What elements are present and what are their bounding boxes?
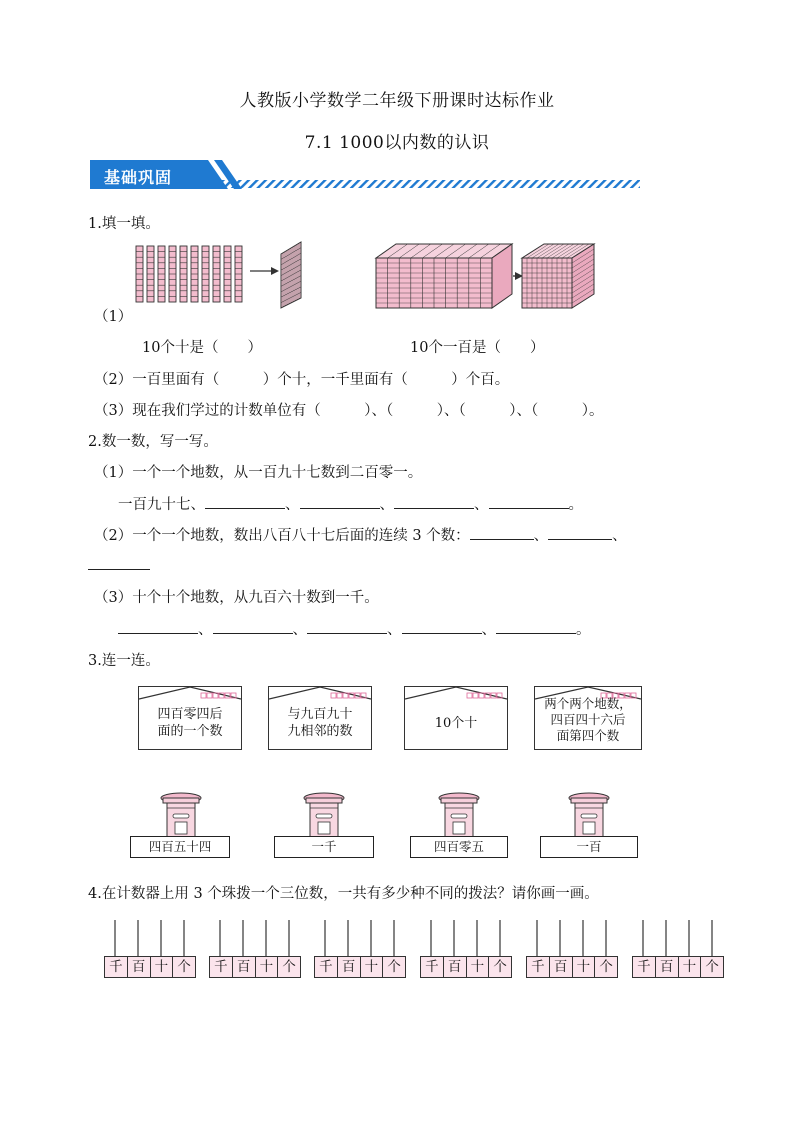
place-hundreds: 百 [550, 957, 573, 977]
envelope-text: 两个两个地数， 四百四十六后 面第四个数 [544, 696, 632, 743]
mailbox-label: 一百 [540, 836, 638, 858]
place-tens: 十 [573, 957, 596, 977]
place-hundreds: 百 [233, 957, 256, 977]
abacus-rods [209, 920, 301, 956]
ten-rods-to-flat-illustration [133, 240, 313, 310]
period: 。 [576, 622, 591, 638]
separator: 、 [387, 622, 402, 638]
answer-blank[interactable] [489, 494, 569, 509]
answer-blank[interactable] [205, 494, 285, 509]
q1-part3: （3）现在我们学过的计数单位有（ ）、（ ）、（ ）、（ ）。 [94, 403, 604, 419]
mailbox-label: 四百零五 [410, 836, 508, 858]
q2-part2-row2 [88, 555, 150, 574]
abacus[interactable] [526, 920, 618, 980]
envelope[interactable] [404, 686, 508, 750]
mailbox-icon [436, 792, 482, 838]
abacus-rods [420, 920, 512, 956]
place-tens: 十 [361, 957, 384, 977]
answer-blank[interactable] [118, 619, 198, 634]
abacus[interactable] [209, 920, 301, 980]
answer-blank[interactable] [470, 525, 534, 540]
mailbox-icon [566, 792, 612, 838]
mailbox[interactable] [130, 792, 230, 862]
mailbox[interactable] [540, 792, 638, 862]
q2-part1-start: 一百九十七、 [118, 497, 205, 513]
place-hundreds: 百 [338, 957, 361, 977]
separator: 、 [285, 497, 300, 513]
q3-heading: 3.连一连。 [88, 653, 160, 669]
abacus[interactable] [632, 920, 724, 980]
mailbox-icon [301, 792, 347, 838]
abacus-rods [526, 920, 618, 956]
abacus-place-labels [526, 956, 618, 978]
place-thousands: 千 [633, 957, 656, 977]
abacus-place-labels [420, 956, 512, 978]
place-ones: 个 [493, 959, 507, 975]
place-thousands: 千 [105, 957, 128, 977]
separator: 、 [612, 528, 627, 544]
separator: 、 [533, 528, 549, 544]
abacus-place-labels [104, 956, 196, 978]
place-thousands: 千 [210, 957, 233, 977]
abacus-rods [632, 920, 724, 956]
envelope-flap-icon [405, 687, 507, 707]
abacus-rods [104, 920, 196, 956]
separator: 、 [292, 622, 307, 638]
answer-blank[interactable] [548, 525, 612, 540]
abacus-place-labels [209, 956, 301, 978]
place-thousands: 千 [527, 957, 550, 977]
envelope[interactable] [138, 686, 242, 750]
abacus-place-labels [632, 956, 724, 978]
abacus[interactable] [420, 920, 512, 980]
ten-flats-to-cube-illustration [372, 240, 602, 312]
q1-part1-ten-hundreds: 10个一百是（ ） [410, 340, 545, 356]
abacus[interactable] [314, 920, 406, 980]
abacus[interactable] [104, 920, 196, 980]
q1-part1-label: （1） [94, 309, 133, 325]
place-tens: 十 [256, 957, 279, 977]
abacus-rods [314, 920, 406, 956]
place-ones: 个 [177, 959, 191, 975]
banner-graphic [90, 159, 642, 191]
place-tens: 十 [679, 957, 702, 977]
q2-part2: （2）一个一个地数，数出八百八十七后面的连续 3 个数： [94, 528, 470, 544]
separator: 、 [481, 622, 496, 638]
section-banner [90, 159, 642, 191]
mailbox[interactable] [410, 792, 508, 862]
envelope-text: 10个十 [434, 716, 478, 731]
mailbox-label: 一千 [274, 836, 374, 858]
abacus-place-labels [314, 956, 406, 978]
place-tens: 十 [467, 957, 490, 977]
mailbox-label: 四百五十四 [130, 836, 230, 858]
q2-heading: 2.数一数，写一写。 [88, 434, 218, 450]
q2-part3-answer-row [118, 618, 591, 639]
envelope-text: 四百零四后 面的一个数 [157, 707, 223, 739]
mailbox[interactable] [274, 792, 374, 862]
separator: 、 [474, 497, 489, 513]
answer-blank[interactable] [88, 555, 150, 570]
q2-part3: （3）十个十个地数，从九百六十数到一千。 [94, 590, 379, 606]
place-hundreds: 百 [444, 957, 467, 977]
answer-blank[interactable] [496, 619, 576, 634]
envelope[interactable] [534, 686, 642, 750]
place-ones: 个 [282, 959, 296, 975]
q2-part1-answer-row [118, 493, 583, 514]
q2-part2-row [94, 524, 627, 545]
envelope[interactable] [268, 686, 372, 750]
answer-blank[interactable] [394, 494, 474, 509]
q4-heading: 4.在计数器上用 3 个珠拨一个三位数，一共有多少种不同的拨法？请你画一画。 [88, 886, 599, 902]
place-thousands: 千 [421, 957, 444, 977]
place-hundreds: 百 [656, 957, 679, 977]
envelope-flap-icon [139, 687, 241, 707]
period: 。 [568, 497, 583, 513]
separator: 、 [379, 497, 394, 513]
answer-blank[interactable] [213, 619, 293, 634]
place-ones: 个 [705, 959, 719, 975]
q1-part2: （2）一百里面有（ ）个十，一千里面有（ ）个百。 [94, 372, 510, 388]
place-ones: 个 [387, 959, 401, 975]
banner-label: 基础巩固 [104, 168, 173, 187]
answer-blank[interactable] [300, 494, 380, 509]
answer-blank[interactable] [307, 619, 387, 634]
separator: 、 [198, 622, 213, 638]
place-thousands: 千 [315, 957, 338, 977]
place-tens: 十 [151, 957, 174, 977]
place-ones: 个 [599, 959, 613, 975]
page-title: 人教版小学数学二年级下册课时达标作业 [239, 91, 555, 111]
envelope-text: 与九百九十 九相邻的数 [287, 707, 353, 739]
q1-heading: 1.填一填。 [88, 216, 160, 232]
answer-blank[interactable] [402, 619, 482, 634]
mailbox-icon [158, 792, 204, 838]
q1-part1-ten-tens: 10个十是（ ） [142, 340, 262, 356]
q2-part1: （1）一个一个地数，从一百九十七数到二百零一。 [94, 465, 423, 481]
envelope-flap-icon [269, 687, 371, 707]
lesson-subtitle: 7.1 1000以内数的认识 [304, 133, 490, 153]
place-hundreds: 百 [128, 957, 151, 977]
